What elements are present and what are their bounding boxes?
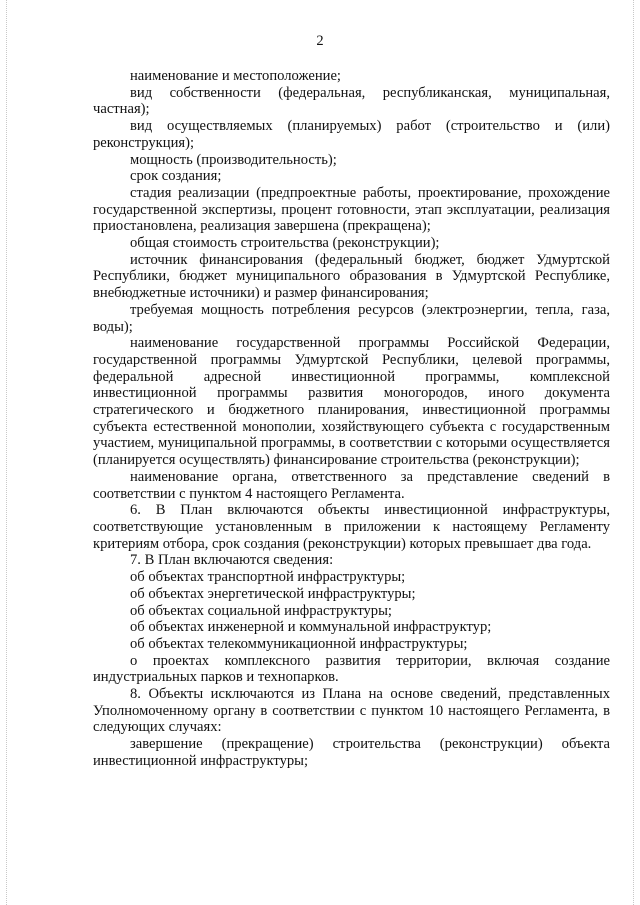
paragraph: об объектах энергетической инфраструктуры; [130,585,416,602]
paragraph: об объектах инженерной и коммунальной инфраструктур; [130,619,492,636]
paragraph: об объектах социальной инфраструктуры; [130,602,392,619]
paragraph: завершение (прекращение) строительства (реконструкции) объекта инвестиционной инфраструктуры; [93,736,610,769]
document-body [93,68,610,770]
paragraph: общая стоимость строительства (реконструкции); [130,235,440,252]
paragraph: 7. В План включаются сведения: [130,552,334,569]
paragraph: о проектах комплексного развития территории, включая создание индустриальных парков и технопарков. [93,652,610,686]
paragraph: об объектах телекоммуникационной инфраструктуры; [130,635,468,652]
paragraph: стадия реализации (предпроектные работы, проектирование, прохождение государственной экспертизы, процент готовности, этап эксплуатации, реализация приостановлена, реализация завершена (прекращена); [93,184,610,235]
paragraph: 8. Объекты исключаются из Плана на основе сведений, представленных Уполномоченному органу в соответствии с пунктом 10 настоящего Регламента, в следующих случаях: [93,686,610,736]
paragraph: вид собственности (федеральная, республиканская, муниципальная, частная); [93,84,610,118]
paragraph: наименование органа, ответственного за представление сведений в соответствии с пунктом 4 настоящего Регламента. [93,468,610,502]
paragraph: срок создания; [130,168,222,185]
paragraph: вид осуществляемых (планируемых) работ (строительство и (или) реконструкция); [93,118,610,151]
paragraph: наименование государственной программы Российской Федерации, государственной программы Удмуртской Республики, целевой программы, федеральной адресной инвестиционной программы, комплексной инвестиционной программы развития моногородов, иного документа стратегического и бюджетного планирования, инвестиционной программы субъекта естественной монополии, хозяйствующего субъекта с государственным участием, муниципальной программы, в соответствии с которыми осуществляется (планируется осуществлять) финансирование строительства (реконструкции); [93,335,610,469]
scan-edge-left [6,0,7,905]
paragraph: об объектах транспортной инфраструктуры; [130,569,406,586]
paragraph: требуемая мощность потребления ресурсов (электроэнергии, тепла, газа, воды); [93,301,610,335]
scan-edge-right [633,0,634,905]
paragraph: источник финансирования (федеральный бюджет, бюджет Удмуртской Республики, бюджет муниципального образования в Удмуртской Республике, внебюджетные источники) и размер финансирования; [93,251,610,302]
paragraph: наименование и местоположение; [130,68,341,84]
page-number: 2 [316,33,324,49]
paragraph: мощность (производительность); [130,151,337,168]
paragraph: 6. В План включаются объекты инвестиционной инфраструктуры, соответствующие установленным в приложении к настоящему Регламенту критериям отбора, срок создания (реконструкции) которых превышает два года. [93,502,610,552]
